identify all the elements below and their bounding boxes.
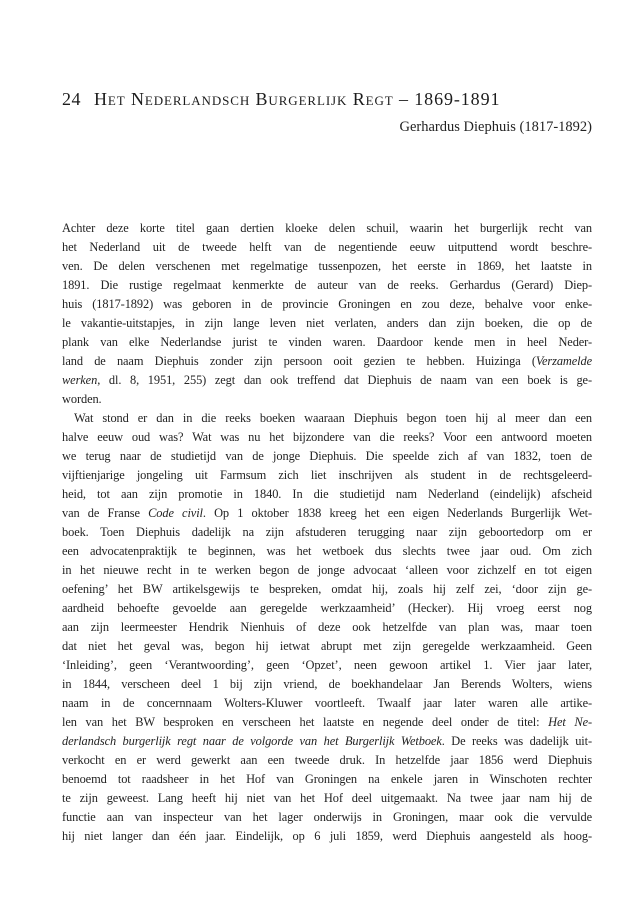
text-line <box>62 732 592 751</box>
text-line <box>62 447 592 466</box>
text-line <box>62 827 592 846</box>
italic-text-run: derlandsch burgerlijk regt naar de volgorde van het Burgerlijk Wetboek <box>62 734 442 748</box>
text-run: plank van elke Nederlandse jurist te vinden waren. Daardoor kende men in heel Neder- <box>62 335 592 349</box>
text-run: naam in de concernnaam Wolters-Kluwer voortleeft. Twaalf jaar later waren alle artike- <box>62 696 592 710</box>
text-line <box>62 599 592 618</box>
text-line <box>62 333 592 352</box>
text-line <box>62 219 592 238</box>
text-run: functie aan van inspecteur van het lager onderwijs in Groningen, maar ook die vervulde <box>62 810 592 824</box>
text-line <box>62 770 592 789</box>
text-run: ‘Inleiding’, geen ‘Verantwoording’, geen ‘Opzet’, neen gewoon artikel 1. Vier jaar later, <box>62 658 592 672</box>
italic-text-run: werken <box>62 373 98 387</box>
text-run: oefening’ het BW artikelsgewijs te bespreken, omdat hij, zoals hij zelf zei, ‘door zijn ge- <box>62 582 592 596</box>
text-run: aardheid behoefte gevoelde aan geregelde werkzaamheid’ (Hecker). Hij vroeg eerst nog <box>62 601 592 615</box>
text-run: in het nieuwe recht in te werken begon de jonge advocaat ‘alleen voor zichzelf en tot eigen <box>62 563 592 577</box>
text-run: een advocatenpraktijk te beginnen, was het wetboek dus slechts twee jaar oud. Om zich <box>62 544 592 558</box>
text-run: boek. Toen Diephuis dadelijk na zijn afstuderen terugging naar zijn geboortedorp om er <box>62 525 592 539</box>
text-run: le vakantie-uitstapjes, in zijn lange leven niet verlaten, anders dan zijn boeken, die op de <box>62 316 592 330</box>
chapter-heading <box>62 88 500 110</box>
text-run: hij niet langer dan één jaar. Eindelijk, op 6 juli 1859, werd Diephuis aangesteld als hoog- <box>62 829 592 843</box>
text-run: . De reeks was dadelijk uit- <box>441 734 592 748</box>
text-run: te zijn geweest. Lang heeft hij niet van het Hof deel uitgemaakt. Na twee jaar nam hij de <box>62 791 592 805</box>
text-run: het Nederland uit de tweede helft van de negentiende eeuw uitputtend wordt beschre- <box>62 240 592 254</box>
italic-text-run: Verzamelde <box>535 354 592 368</box>
text-run: we terug naar de studietijd van de jonge Diephuis. Die speelde zich af van 1832, toen de <box>62 449 592 463</box>
text-line <box>62 504 592 523</box>
text-run: aan zijn leermeester Hendrik Nienhuis of deze ook hetzelfde van plan was, maar toen <box>62 620 592 634</box>
text-line <box>62 352 592 371</box>
text-line <box>62 656 592 675</box>
text-line <box>62 428 592 447</box>
text-line <box>62 238 592 257</box>
text-run: 1891. Die rustige regelmaat kenmerkte de auteur van de reeks. Gerhardus (Gerard) Diep- <box>62 278 592 292</box>
text-line <box>62 295 592 314</box>
text-line <box>62 485 592 504</box>
text-run: heid, tot aan zijn promotie in 1840. In die studietijd nam Nederland (eindelijk) afscheid <box>62 487 592 501</box>
text-line <box>62 542 592 561</box>
text-run: Wat stond er dan in die reeks boeken waaraan Diephuis begon toen hij al meer dan een <box>74 411 592 425</box>
text-run: worden. <box>62 392 102 406</box>
text-run: halve eeuw oud was? Wat was nu het bijzondere van die reeks? Voor een antwoord moeten <box>62 430 592 444</box>
text-line <box>62 618 592 637</box>
text-run: huis (1817-1892) was geboren in de provincie Groningen en zou deze, behalve voor enke- <box>62 297 592 311</box>
text-line <box>62 694 592 713</box>
text-line <box>62 713 592 732</box>
text-run: dat niet het geval was, begon hij ietwat abrupt met zijn geregelde werkzaamheid. Geen <box>62 639 592 653</box>
chapter-number: 24 <box>62 89 81 109</box>
text-run: , dl. 8, 1951, 255) zegt dan ook treffend dat Diephuis de naam van een boek is ge- <box>97 373 592 387</box>
text-run: van de Franse <box>62 506 149 520</box>
text-line <box>62 637 592 656</box>
author-line: Gerhardus Diephuis (1817-1892) <box>399 119 592 135</box>
text-line <box>62 808 592 827</box>
text-line <box>62 314 592 333</box>
text-line <box>62 257 592 276</box>
text-run: land de naam Diephuis zonder zijn persoon ooit gezien te hebben. Huizinga ( <box>62 354 536 368</box>
chapter-title: Het Nederlandsch Burgerlijk Regt – 1869-1891 <box>94 89 501 109</box>
text-line <box>62 409 592 428</box>
text-run: in 1844, verscheen deel 1 bij zijn vriend, de boekhandelaar Jan Berends Wolters, wiens <box>62 677 592 691</box>
text-line <box>62 390 592 409</box>
text-run: vijftienjarige jongeling uit Farmsum zich liet inschrijven als student in de rechtsgeleerd- <box>62 468 592 482</box>
text-run: verkocht en er werd gewerkt aan een tweede druk. In hetzelfde jaar 1856 werd Diephuis <box>62 753 592 767</box>
body-text <box>62 219 592 846</box>
text-line <box>62 751 592 770</box>
text-run: benoemd tot raadsheer in het Hof van Groningen na enkele jaren in Winschoten rechter <box>62 772 592 786</box>
italic-text-run: Code civil <box>148 506 203 520</box>
text-run: ven. De delen verschenen met regelmatige tussenpozen, het eerste in 1869, het laatste in <box>62 259 592 273</box>
text-line <box>62 561 592 580</box>
text-run: len van het BW besproken en verscheen het laatste en negende deel onder de titel: <box>62 715 549 729</box>
text-line <box>62 789 592 808</box>
text-line <box>62 466 592 485</box>
text-run: . Op 1 oktober 1838 kreeg het een eigen Nederlands Burgerlijk Wet- <box>202 506 592 520</box>
text-line <box>62 675 592 694</box>
text-run: Achter deze korte titel gaan dertien kloeke delen schuil, waarin het burgerlijk recht van <box>62 221 592 235</box>
text-line <box>62 276 592 295</box>
text-line <box>62 523 592 542</box>
italic-text-run: Het Ne- <box>548 715 592 729</box>
text-line <box>62 371 592 390</box>
text-line <box>62 580 592 599</box>
